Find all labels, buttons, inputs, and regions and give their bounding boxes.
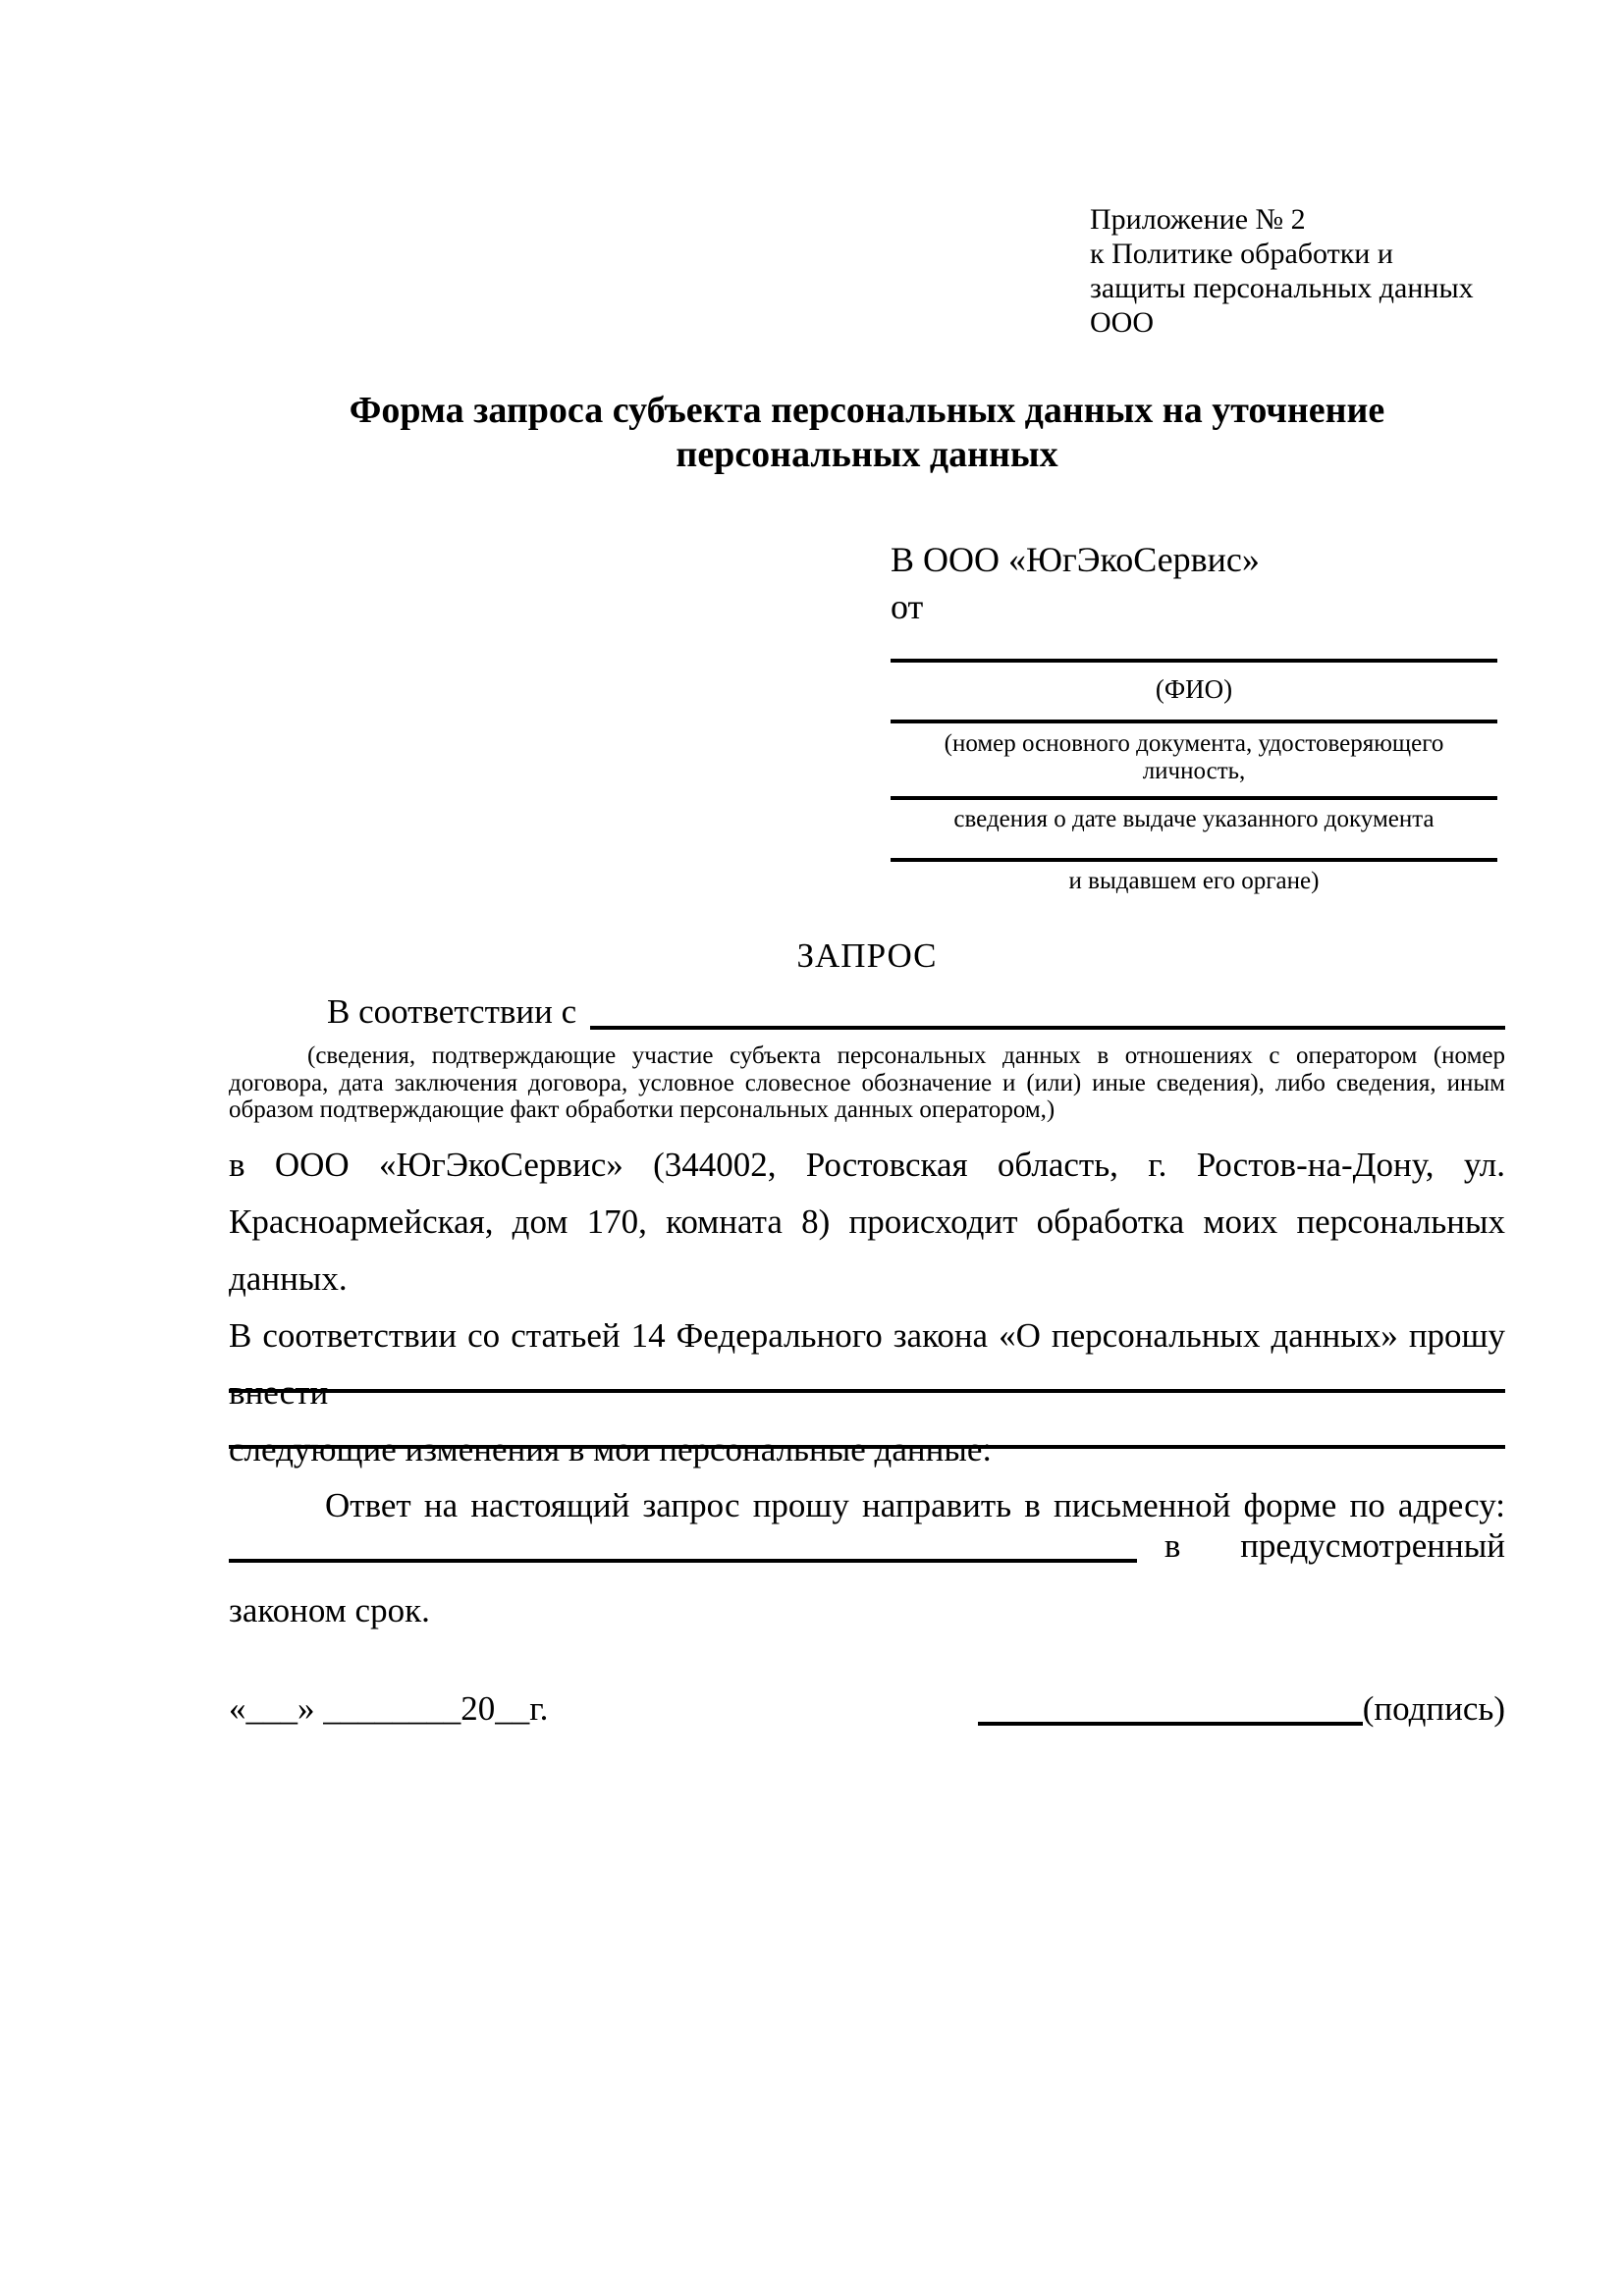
doc-issuer-caption: и выдавшем его органе)	[1068, 868, 1320, 894]
address-fill-line	[229, 1559, 1137, 1563]
main-paragraph-line: В соответствии со статьей 14 Федерального закона «О персональных данных» прошу внести	[229, 1316, 1505, 1412]
main-paragraph-line: в ООО «ЮгЭкоСервис» (344002, Ростовская область, г. Ростов-на-Дону, ул.	[229, 1146, 1505, 1184]
request-heading: ЗАПРОС	[796, 936, 938, 975]
fio-fill-line	[891, 659, 1497, 663]
reply-paragraph-end: законом срок.	[229, 1591, 430, 1629]
signature-caption: (подпись)	[1362, 1689, 1505, 1728]
appendix-header	[1090, 202, 1512, 340]
doc-number-caption: (номер основного документа, удостоверяющего личность,	[944, 730, 1444, 784]
intro-prefix: В соответствии с	[327, 992, 577, 1031]
addressee-company: В ООО «ЮгЭкоСервис»	[891, 540, 1260, 579]
appendix-line: ООО	[1090, 306, 1154, 339]
date-signature-row	[229, 1686, 1505, 1732]
intro-caption: (сведения, подтверждающие участие субъекта персональных данных в отношениях с оператором (номер договора, дата заключения договора, условное словесное обозначение и (или) иные сведения), либо сведения, иным образом подтверждающие факт обработки персональных данных оператором,)	[229, 1042, 1505, 1123]
reply-paragraph-suffix: в предусмотренный	[1164, 1526, 1505, 1565]
doc-issue-date-caption: сведения о дате выдаче указанного документа	[953, 806, 1435, 832]
changes-fill-line-1	[229, 1389, 1505, 1393]
date-blank: «___» ________20__г.	[229, 1689, 549, 1728]
fio-caption: (ФИО)	[1155, 674, 1233, 704]
appendix-line: защиты персональных данных	[1090, 272, 1474, 304]
changes-fill-line-2	[229, 1445, 1505, 1449]
doc-issue-date-fill-line	[891, 796, 1497, 800]
signature-group	[978, 1686, 1505, 1732]
appendix-line: к Политике обработки и	[1090, 238, 1393, 270]
main-paragraph	[229, 1137, 1505, 1478]
intro-row	[229, 989, 1505, 1035]
doc-issuer-fill-line	[891, 858, 1497, 862]
appendix-line: Приложение № 2	[1090, 203, 1306, 236]
main-paragraph-line: Красноармейская, дом 170, комната 8) происходит обработка моих персональных данных.	[229, 1202, 1505, 1298]
document-title: Форма запроса субъекта персональных данных на уточнение персональных данных	[349, 390, 1385, 475]
reply-address-row	[229, 1523, 1505, 1569]
addressee-from-label: от	[891, 587, 924, 626]
intro-fill-line	[590, 1026, 1505, 1030]
signature-fill-line	[978, 1722, 1363, 1726]
doc-number-fill-line	[891, 720, 1497, 723]
main-paragraph-line: следующие изменения в мои персональные данные:	[229, 1430, 993, 1468]
reply-paragraph-line: Ответ на настоящий запрос прошу направить в письменной форме по адресу:	[325, 1486, 1505, 1524]
